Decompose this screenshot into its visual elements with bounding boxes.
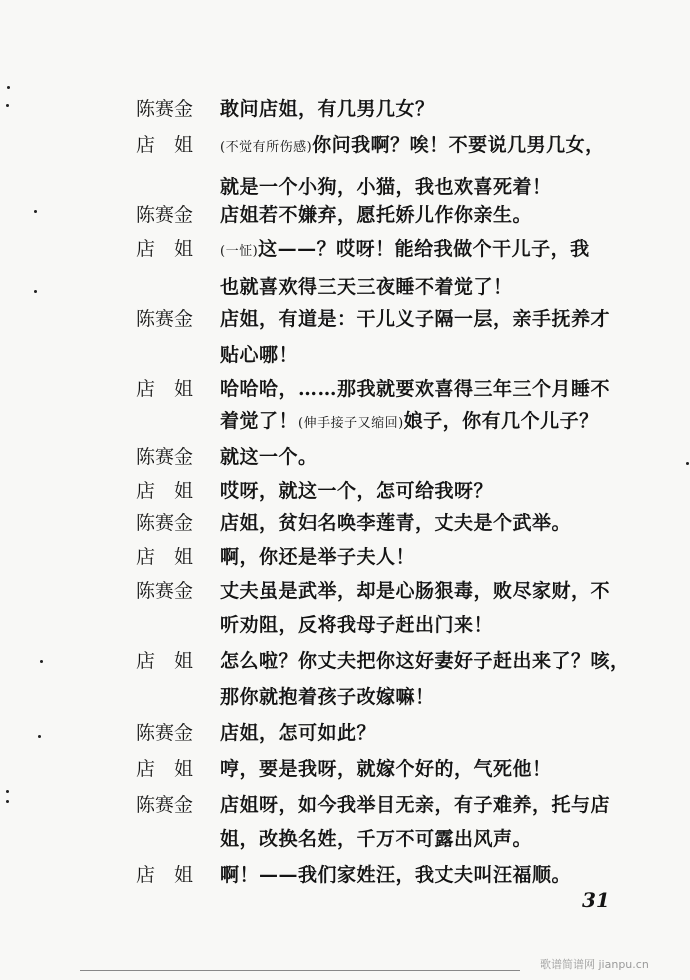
speaker-name: 陈赛金 <box>136 98 194 120</box>
dialogue-line <box>0 92 690 126</box>
dialogue-line <box>0 404 690 438</box>
dialogue-text <box>220 338 298 372</box>
dialogue-text-body: 丈夫虽是武举，却是心肠狠毒，败尽家财，不 <box>220 580 611 602</box>
dialogue-line <box>0 474 690 508</box>
dialogue-text-body: 店姐呀，如今我举目无亲，有子难养，托与店 <box>220 794 611 816</box>
speaker-name: 店 姐 <box>136 134 194 156</box>
dialogue-text <box>220 608 493 642</box>
dialogue-text <box>220 574 610 608</box>
dialogue-text-body: 就这一个。 <box>220 446 318 468</box>
speaker-name: 陈赛金 <box>136 204 194 226</box>
scan-edge-line <box>80 970 520 971</box>
dialogue-text-body: 听劝阻，反将我母子赶出门来！ <box>220 614 494 636</box>
dialogue-line <box>0 198 690 232</box>
watermark: 歌谱简谱网 jianpu.cn <box>540 958 649 971</box>
dialogue-text-body: 店姐，有道是：干儿义子隔一层，亲手抚养才 <box>220 308 611 330</box>
dialogue-text <box>220 474 493 508</box>
dialogue-text-body: 敢问店姐，有几男几女？ <box>220 98 435 120</box>
dialogue-text <box>220 788 610 822</box>
dialogue-line <box>0 788 690 822</box>
speaker-name: 陈赛金 <box>136 446 194 468</box>
dialogue-text-body: 也就喜欢得三天三夜睡不着觉了！ <box>220 276 513 298</box>
dialogue-text-body: 店姐，怎可如此？ <box>220 722 377 744</box>
speaker-name: 陈赛金 <box>136 308 194 330</box>
dialogue-line <box>0 440 690 474</box>
dialogue-line <box>0 506 690 540</box>
dialogue-text-body: 哈哈哈，……那我就要欢喜得三年三个月睡不 <box>220 378 611 400</box>
dialogue-text-body: 就是一个小狗，小猫，我也欢喜死着！ <box>220 176 552 198</box>
dialogue-text-lead: 着觉了！ <box>220 410 299 432</box>
dialogue-text-body: 啊！——我们家姓汪，我丈夫叫汪福顺。 <box>220 864 572 886</box>
dialogue-line <box>0 128 690 162</box>
dialogue-text-body: 娘子，你有几个儿子？ <box>403 410 599 432</box>
dialogue-line <box>0 302 690 336</box>
dialogue-text-body: 这——？哎呀！能给我做个干儿子，我 <box>258 238 590 260</box>
dialogue-line <box>0 338 690 372</box>
dialogue-text <box>220 198 532 232</box>
dialogue-text <box>220 822 532 856</box>
dialogue-text-body: 哼，要是我呀，就嫁个好的，气死他！ <box>220 758 552 780</box>
dialogue-line <box>0 540 690 574</box>
dialogue-text <box>220 506 571 540</box>
dialogue-text-body: 哎呀，就这一个，怎可给我呀？ <box>220 480 494 502</box>
page-number: 31 <box>582 888 610 912</box>
dialogue-text <box>220 752 552 786</box>
speaker-name: 店 姐 <box>136 546 194 568</box>
dialogue-text-body: 怎么啦？你丈夫把你这好妻好子赶出来了？咳， <box>220 650 630 672</box>
speaker-name: 陈赛金 <box>136 512 194 534</box>
stage-direction: (伸手接子又缩回) <box>298 416 404 431</box>
dialogue-line <box>0 608 690 642</box>
speaker-name: 陈赛金 <box>136 580 194 602</box>
dialogue-text <box>220 92 435 126</box>
dialogue-text <box>220 372 610 406</box>
speaker-name: 店 姐 <box>136 378 194 400</box>
speaker-name: 陈赛金 <box>136 722 194 744</box>
dialogue-text <box>220 232 590 269</box>
dialogue-text-body: 姐，改换名姓，千万不可露出风声。 <box>220 828 533 850</box>
dialogue-text-body: 那你就抱着孩子改嫁嘛！ <box>220 686 435 708</box>
dialogue-text-body: 你问我啊？唉！不要说几男几女， <box>312 134 605 156</box>
dialogue-text <box>220 440 318 474</box>
dialogue-line <box>0 232 690 266</box>
dialogue-line <box>0 270 690 304</box>
dialogue-line <box>0 372 690 406</box>
dialogue-text <box>220 302 610 336</box>
dialogue-line <box>0 644 690 678</box>
scan-speck <box>7 86 10 89</box>
dialogue-text <box>220 404 599 441</box>
dialogue-text <box>220 644 630 678</box>
dialogue-line <box>0 752 690 786</box>
stage-direction: (一怔) <box>220 244 259 259</box>
dialogue-line <box>0 716 690 750</box>
dialogue-line <box>0 858 690 892</box>
dialogue-line <box>0 574 690 608</box>
speaker-name: 陈赛金 <box>136 794 194 816</box>
dialogue-text <box>220 540 415 574</box>
speaker-name: 店 姐 <box>136 758 194 780</box>
dialogue-text <box>220 680 435 714</box>
dialogue-text-body: 店姐若不嫌弃，愿托娇儿作你亲生。 <box>220 204 533 226</box>
dialogue-text-body: 贴心哪！ <box>220 344 299 366</box>
dialogue-line <box>0 680 690 714</box>
speaker-name: 店 姐 <box>136 480 194 502</box>
dialogue-text-body: 啊，你还是举子夫人！ <box>220 546 416 568</box>
speaker-name: 店 姐 <box>136 864 194 886</box>
dialogue-text <box>220 270 513 304</box>
dialogue-text-body: 店姐，贫妇名唤李莲青，丈夫是个武举。 <box>220 512 572 534</box>
dialogue-line <box>0 822 690 856</box>
dialogue-text <box>220 858 571 892</box>
dialogue-text <box>220 716 376 750</box>
speaker-name: 店 姐 <box>136 650 194 672</box>
dialogue-text <box>220 128 605 165</box>
stage-direction: (不觉有所伤感) <box>220 140 313 155</box>
speaker-name: 店 姐 <box>136 238 194 260</box>
